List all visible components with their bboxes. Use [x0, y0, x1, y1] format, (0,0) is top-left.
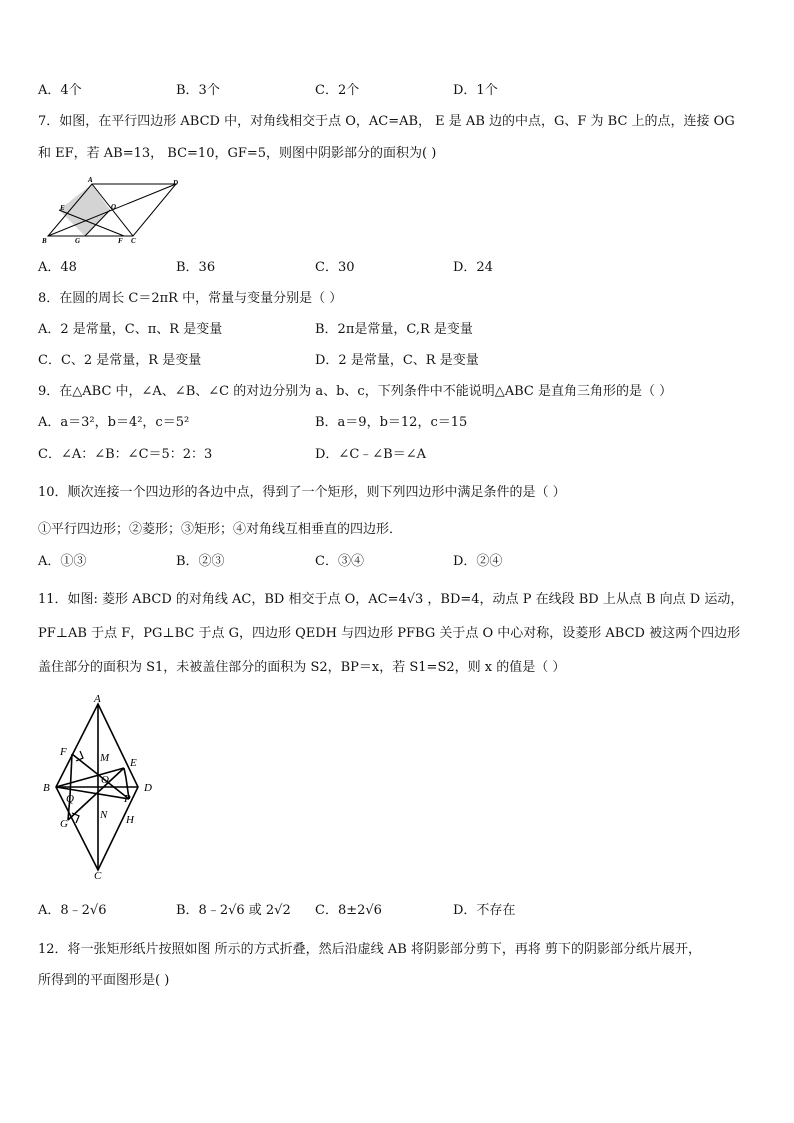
q10-option-c: C．③④ [315, 554, 364, 569]
q7-label-g: G [75, 237, 81, 245]
q9-option-a: A．a＝3²，b＝4²，c＝5² [38, 415, 190, 430]
q11-option-b: B．8﹣2√6 或 2√2 [176, 903, 291, 918]
q11-label-p: P [124, 793, 131, 805]
q7-stem-line1: 7．如图，在平行四边形 ABCD 中，对角线相交于点 O，AC=AB， E 是 AB 边的中点，G、F 为 BC 上的点，连接 OG [38, 114, 735, 129]
q7-label-d: D [173, 179, 179, 187]
q11-label-e: E [130, 757, 137, 769]
q11-label-b: B [43, 782, 50, 794]
q7-option-a: A．48 [38, 260, 77, 275]
q11-stem-line1: 11．如图: 菱形 ABCD 的对角线 AC，BD 相交于点 O，AC=4√3 ，BD=4，动点 P 在线段 BD 上从点 B 向点 D 运动， [38, 592, 744, 607]
q9-option-d: D．∠C﹣∠B＝∠A [315, 447, 426, 462]
q10-option-a: A．①③ [38, 554, 87, 569]
q8-option-a: A．2 是常量，C、π、R 是变量 [38, 322, 223, 337]
q7-label-b: B [42, 237, 47, 245]
q11-label-q: Q [66, 793, 74, 805]
q7-stem-line2: 和 EF，若 AB=13， BC=10，GF=5，则图中阴影部分的面积为( ) [38, 146, 437, 161]
q9-option-c: C．∠A：∠B：∠C＝5：2：3 [38, 447, 213, 462]
q11-option-a: A．8﹣2√6 [38, 903, 107, 918]
q6-option-d: D．1个 [453, 83, 498, 98]
q7-label-f: F [118, 237, 123, 245]
q11-label-c: C [94, 870, 102, 880]
q8-option-c: C．C、2 是常量，R 是变量 [38, 353, 202, 368]
q7-label-o: O [111, 203, 117, 211]
q10-option-b: B．②③ [176, 554, 225, 569]
q7-option-b: B．36 [176, 260, 216, 275]
q6-option-a: A．4个 [38, 83, 82, 98]
q11-label-f: F [60, 746, 67, 758]
q7-figure [38, 176, 188, 246]
q11-option-c: C．8±2√6 [315, 903, 382, 918]
q11-option-d: D．不存在 [453, 903, 516, 918]
q11-stem-line2: PF⊥AB 于点 F，PG⊥BC 于点 G，四边形 QEDH 与四边形 PFBG 关于点 O 中心对称，设菱形 ABCD 被这两个四边形 [38, 626, 741, 641]
q7-label-c: C [131, 237, 136, 245]
q7-option-d: D．24 [453, 260, 493, 275]
q7-label-a: A [88, 176, 93, 184]
q6-option-c: C．2个 [315, 83, 360, 98]
q11-stem-line3: 盖住部分的面积为 S1，未被盖住部分的面积为 S2，BP＝x，若 S1=S2，则 x 的值是（ ） [38, 660, 566, 675]
q12-stem-line1: 12．将一张矩形纸片按照如图 所示的方式折叠，然后沿虚线 AB 将阴影部分剪下，再将 剪下的阴影部分纸片展开， [38, 942, 702, 957]
q11-label-d: D [144, 782, 152, 794]
q8-option-d: D．2 是常量，C、R 是变量 [315, 353, 479, 368]
q11-label-a: A [94, 693, 101, 705]
q9-stem: 9．在△ABC 中，∠A、∠B、∠C 的对边分别为 a、b、c，下列条件中不能说明△ABC 是直角三角形的是（ ） [38, 384, 673, 399]
q7-label-e: E [60, 204, 65, 212]
q11-figure [38, 692, 168, 880]
q7-option-c: C．30 [315, 260, 355, 275]
q12-stem-line2: 所得到的平面图形是( ) [38, 973, 170, 988]
q8-option-b: B．2π是常量，C,R 是变量 [315, 322, 473, 337]
q10-stem: 10．顺次连接一个四边形的各边中点，得到了一个矩形，则下列四边形中满足条件的是（ ） [38, 485, 566, 500]
q8-stem: 8．在圆的周长 C＝2πR 中，常量与变量分别是（ ） [38, 291, 343, 306]
q6-option-b: B．3个 [176, 83, 220, 98]
q10-option-d: D．②④ [453, 554, 503, 569]
q11-label-h: H [126, 814, 134, 826]
q10-sub: ①平行四边形；②菱形；③矩形；④对角线互相垂直的四边形． [38, 522, 403, 537]
q11-label-g: G [60, 818, 68, 830]
q9-option-b: B．a＝9，b＝12，c＝15 [315, 415, 468, 430]
q11-label-n: N [100, 809, 108, 821]
q11-label-m: M [100, 752, 110, 764]
q11-label-o: O [101, 774, 109, 786]
